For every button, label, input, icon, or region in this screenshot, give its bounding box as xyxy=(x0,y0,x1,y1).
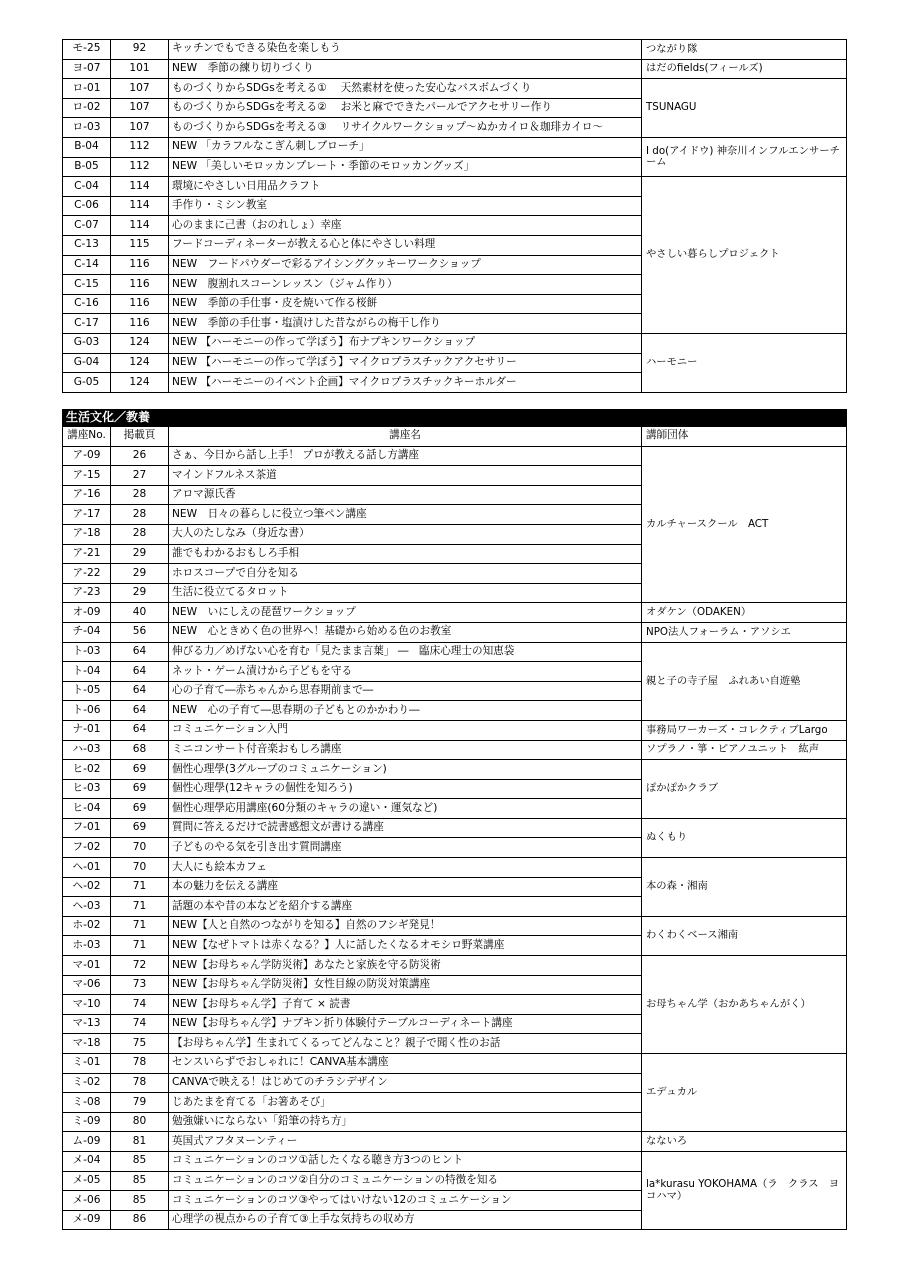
course-name: 英国式アフタヌーンティー xyxy=(169,1132,642,1152)
page-number: 112 xyxy=(111,137,169,157)
organization: ぬくもり xyxy=(642,818,847,857)
course-name: NEW 「カラフルなこぎん刺しブローチ」 xyxy=(169,137,642,157)
course-name: じあたまを育てる「お箸あそび」 xyxy=(169,1093,642,1113)
page-number: 78 xyxy=(111,1073,169,1093)
page-number: 69 xyxy=(111,760,169,780)
table-row xyxy=(63,956,847,976)
page-number: 81 xyxy=(111,1132,169,1152)
organization: 親と子の寺子屋 ふれあい自遊塾 xyxy=(642,642,847,720)
organization: 本の森・湘南 xyxy=(642,858,847,917)
page-number: 71 xyxy=(111,877,169,897)
page-number: 71 xyxy=(111,897,169,917)
course-name: 心のままに己書（おのれしょ）幸座 xyxy=(169,216,642,236)
course-name: 質問に答えるだけで読書感想文が書ける講座 xyxy=(169,818,642,838)
course-no: G-05 xyxy=(63,373,111,393)
page-number: 69 xyxy=(111,779,169,799)
course-no: ハ-03 xyxy=(63,740,111,760)
page-number: 56 xyxy=(111,622,169,642)
course-no: フ-01 xyxy=(63,818,111,838)
course-name: CANVAで映える！はじめてのチラシデザイン xyxy=(169,1073,642,1093)
course-no: C-14 xyxy=(63,255,111,275)
course-name: NEW 季節の手仕事・塩漬けした昔ながらの梅干し作り xyxy=(169,314,642,334)
page-number: 107 xyxy=(111,79,169,99)
course-no: マ-01 xyxy=(63,956,111,976)
course-no: ト-05 xyxy=(63,681,111,701)
course-no: C-07 xyxy=(63,216,111,236)
course-name: 個性心理學(12キャラの個性を知ろう) xyxy=(169,779,642,799)
header-organization: 講師団体 xyxy=(642,427,847,447)
course-name: NEW【お母ちゃん学】子育て × 読書 xyxy=(169,995,642,1015)
course-no: ミ-09 xyxy=(63,1112,111,1132)
course-name: NEW【お母ちゃん学】ナプキン折り体験付テーブルコーディネート講座 xyxy=(169,1014,642,1034)
course-name: 生活に役立てるタロット xyxy=(169,583,642,603)
organization: やさしい暮らしプロジェクト xyxy=(642,177,847,334)
course-name: 子どものやる気を引き出す質問講座 xyxy=(169,838,642,858)
organization: はだのfields(フィールズ) xyxy=(642,59,847,79)
course-no: C-04 xyxy=(63,177,111,197)
organization: ぽかぽかクラブ xyxy=(642,760,847,819)
course-no: マ-10 xyxy=(63,995,111,1015)
page-number: 71 xyxy=(111,916,169,936)
course-no: B-04 xyxy=(63,137,111,157)
course-name: センスいらずでおしゃれに！CANVA基本講座 xyxy=(169,1054,642,1074)
page-number: 107 xyxy=(111,98,169,118)
course-name: ミニコンサート付音楽おもしろ講座 xyxy=(169,740,642,760)
page-number: 26 xyxy=(111,446,169,466)
page-number: 73 xyxy=(111,975,169,995)
page-number: 28 xyxy=(111,505,169,525)
course-name: コミュニケーションのコツ①話したくなる聴き方3つのヒント xyxy=(169,1151,642,1171)
course-name: 誰でもわかるおもしろ手相 xyxy=(169,544,642,564)
course-table-body xyxy=(63,410,847,1230)
course-name: 伸びる力／めげない心を育む「見たまま言葉」 ― 臨床心理士の知恵袋 xyxy=(169,642,642,662)
course-no: G-03 xyxy=(63,333,111,353)
course-no: メ-04 xyxy=(63,1151,111,1171)
course-no: ア-16 xyxy=(63,485,111,505)
page-number: 116 xyxy=(111,314,169,334)
course-name: アロマ源氏香 xyxy=(169,485,642,505)
course-no: ア-23 xyxy=(63,583,111,603)
table-row xyxy=(63,59,847,79)
course-name: NEW【お母ちゃん学防災術】あなたと家族を守る防災術 xyxy=(169,956,642,976)
table-row xyxy=(63,760,847,780)
table-row xyxy=(63,720,847,740)
page-number: 28 xyxy=(111,524,169,544)
course-no: ナ-01 xyxy=(63,720,111,740)
page-number: 86 xyxy=(111,1210,169,1230)
table-row xyxy=(63,177,847,197)
page-number: 64 xyxy=(111,662,169,682)
organization: エデュカル xyxy=(642,1054,847,1132)
course-no: ア-18 xyxy=(63,524,111,544)
course-no: ヒ-04 xyxy=(63,799,111,819)
course-no: ホ-03 xyxy=(63,936,111,956)
organization: TSUNAGU xyxy=(642,79,847,138)
page-number: 75 xyxy=(111,1034,169,1054)
column-header-row xyxy=(63,427,847,447)
page-number: 28 xyxy=(111,485,169,505)
course-no: ヨ-07 xyxy=(63,59,111,79)
page-number: 112 xyxy=(111,157,169,177)
course-no: マ-18 xyxy=(63,1034,111,1054)
section-title: 生活文化／教養 xyxy=(63,410,847,427)
course-name: NEW 心ときめく色の世界へ！基礎から始める色のお教室 xyxy=(169,622,642,642)
page-number: 80 xyxy=(111,1112,169,1132)
table-row xyxy=(63,1151,847,1171)
page-number: 40 xyxy=(111,603,169,623)
organization: わくわくベース湘南 xyxy=(642,916,847,955)
course-name: 大人にも絵本カフェ xyxy=(169,858,642,878)
table-row xyxy=(63,642,847,662)
page-number: 124 xyxy=(111,353,169,373)
course-no: ム-09 xyxy=(63,1132,111,1152)
page-number: 114 xyxy=(111,216,169,236)
course-name: NEW フードパウダーで彩るアイシングクッキーワークショップ xyxy=(169,255,642,275)
page-number: 85 xyxy=(111,1191,169,1211)
course-name: 心の子育て―赤ちゃんから思春期前まで― xyxy=(169,681,642,701)
organization: カルチャースクール ACT xyxy=(642,446,847,603)
course-no: C-16 xyxy=(63,294,111,314)
course-no: メ-09 xyxy=(63,1210,111,1230)
course-no: ロ-02 xyxy=(63,98,111,118)
course-no: メ-05 xyxy=(63,1171,111,1191)
course-no: ア-09 xyxy=(63,446,111,466)
section-header-row xyxy=(63,410,847,427)
page-number: 64 xyxy=(111,681,169,701)
course-no: ト-06 xyxy=(63,701,111,721)
page-number: 101 xyxy=(111,59,169,79)
organization: お母ちゃん学（おかあちゃんがく） xyxy=(642,956,847,1054)
course-name: 本の魅力を伝える講座 xyxy=(169,877,642,897)
course-no: G-04 xyxy=(63,353,111,373)
course-name: ものづくりからSDGsを考える① 天然素材を使った安心なバスボムづくり xyxy=(169,79,642,99)
page-number: 107 xyxy=(111,118,169,138)
course-name: キッチンでもできる染色を楽しもう xyxy=(169,40,642,60)
organization: なないろ xyxy=(642,1132,847,1152)
course-name: NEW 腹割れスコーンレッスン（ジャム作り） xyxy=(169,275,642,295)
page-number: 115 xyxy=(111,235,169,255)
page-number: 69 xyxy=(111,799,169,819)
table-row xyxy=(63,1132,847,1152)
table-row xyxy=(63,333,847,353)
table-row xyxy=(63,137,847,157)
page-number: 69 xyxy=(111,818,169,838)
table-row xyxy=(63,818,847,838)
course-name: ネット・ゲーム漬けから子どもを守る xyxy=(169,662,642,682)
organization: オダケン（ODAKEN） xyxy=(642,603,847,623)
course-no: B-05 xyxy=(63,157,111,177)
course-name: ものづくりからSDGsを考える② お米と麻でできたパールでアクセサリー作り xyxy=(169,98,642,118)
course-name: NEW 【ハーモニーの作って学ぼう】布ナプキンワークショップ xyxy=(169,333,642,353)
course-no: ア-15 xyxy=(63,466,111,486)
course-no: ミ-02 xyxy=(63,1073,111,1093)
table-row xyxy=(63,603,847,623)
page-number: 70 xyxy=(111,858,169,878)
organization: つながり隊 xyxy=(642,40,847,60)
organization: NPO法人フォーラム・アソシエ xyxy=(642,622,847,642)
page-number: 116 xyxy=(111,255,169,275)
course-no: マ-06 xyxy=(63,975,111,995)
organization: ハーモニー xyxy=(642,333,847,392)
course-no: ホ-02 xyxy=(63,916,111,936)
page-number: 124 xyxy=(111,373,169,393)
table-row xyxy=(63,740,847,760)
page-number: 64 xyxy=(111,642,169,662)
page-number: 92 xyxy=(111,40,169,60)
page-number: 74 xyxy=(111,995,169,1015)
course-no: メ-06 xyxy=(63,1191,111,1211)
page-number: 68 xyxy=(111,740,169,760)
course-name: 個性心理學応用講座(60分類のキャラの違い・運気など) xyxy=(169,799,642,819)
course-name: NEW 季節の練り切りづくり xyxy=(169,59,642,79)
page-number: 71 xyxy=(111,936,169,956)
course-name: NEW【お母ちゃん学防災術】女性目線の防災対策講座 xyxy=(169,975,642,995)
course-no: ヒ-03 xyxy=(63,779,111,799)
course-no: ア-21 xyxy=(63,544,111,564)
organization: I do(アイドウ) 神奈川インフルエンサーチーム xyxy=(642,137,847,176)
page-number: 124 xyxy=(111,333,169,353)
course-no: ヒ-02 xyxy=(63,760,111,780)
course-no: マ-13 xyxy=(63,1014,111,1034)
table-row xyxy=(63,622,847,642)
page-number: 114 xyxy=(111,177,169,197)
page-number: 116 xyxy=(111,294,169,314)
header-page: 掲載頁 xyxy=(111,427,169,447)
course-no: C-13 xyxy=(63,235,111,255)
course-no: ロ-01 xyxy=(63,79,111,99)
course-name: NEW 「美しいモロッカンプレート・季節のモロッカングッズ」 xyxy=(169,157,642,177)
course-name: コミュニケーションのコツ②自分のコミュニケーションの特徴を知る xyxy=(169,1171,642,1191)
course-no: ト-04 xyxy=(63,662,111,682)
page-number: 64 xyxy=(111,720,169,740)
page-number: 27 xyxy=(111,466,169,486)
course-name: NEW 季節の手仕事・皮を焼いて作る桜餅 xyxy=(169,294,642,314)
course-name: コミュニケーションのコツ③やってはいけない12のコミュニケーション xyxy=(169,1191,642,1211)
organization: la*kurasu YOKOHAMA（ラ クラス ヨコハマ） xyxy=(642,1151,847,1229)
page-number: 64 xyxy=(111,701,169,721)
course-name: NEW いにしえの琵琶ワークショップ xyxy=(169,603,642,623)
course-name: 心理学の視点からの子育て③上手な気持ちの収め方 xyxy=(169,1210,642,1230)
page-number: 29 xyxy=(111,564,169,584)
course-no: ミ-01 xyxy=(63,1054,111,1074)
course-name: NEW 日々の暮らしに役立つ筆ペン講座 xyxy=(169,505,642,525)
course-table-crafts xyxy=(62,39,847,393)
course-no: ミ-08 xyxy=(63,1093,111,1113)
table-row xyxy=(63,40,847,60)
course-no: ヘ-03 xyxy=(63,897,111,917)
table-row xyxy=(63,446,847,466)
course-no: モ-25 xyxy=(63,40,111,60)
organization: 事務局ワーカーズ・コレクティブLargo xyxy=(642,720,847,740)
course-no: ロ-03 xyxy=(63,118,111,138)
course-name: NEW【なぜトマトは赤くなる？】人に話したくなるオモシロ野菜講座 xyxy=(169,936,642,956)
course-name: NEW 心の子育て―思春期の子どもとのかかわり― xyxy=(169,701,642,721)
header-course-no: 講座No. xyxy=(63,427,111,447)
course-name: 話題の本や昔の本などを紹介する講座 xyxy=(169,897,642,917)
page-number: 116 xyxy=(111,275,169,295)
course-name: 個性心理學(3グループのコミュニケーション) xyxy=(169,760,642,780)
course-no: オ-09 xyxy=(63,603,111,623)
page-number: 70 xyxy=(111,838,169,858)
table-row xyxy=(63,1054,847,1074)
course-name: 環境にやさしい日用品クラフト xyxy=(169,177,642,197)
course-name: 【お母ちゃん学】生まれてくるってどんなこと？親子で聞く性のお話 xyxy=(169,1034,642,1054)
course-table-culture xyxy=(62,409,847,1230)
course-no: C-15 xyxy=(63,275,111,295)
organization: ソプラノ・箏・ピアノユニット 紘声 xyxy=(642,740,847,760)
course-name: NEW【人と自然のつながりを知る】自然のフシギ発見！ xyxy=(169,916,642,936)
course-no: ヘ-02 xyxy=(63,877,111,897)
page-number: 72 xyxy=(111,956,169,976)
page-number: 74 xyxy=(111,1014,169,1034)
course-name: コミュニケーション入門 xyxy=(169,720,642,740)
course-no: ト-03 xyxy=(63,642,111,662)
course-name: フードコーディネーターが教える心と体にやさしい料理 xyxy=(169,235,642,255)
course-name: NEW 【ハーモニーの作って学ぼう】マイクロプラスチックアクセサリー xyxy=(169,353,642,373)
table-row xyxy=(63,79,847,99)
page-number: 29 xyxy=(111,583,169,603)
page-number: 114 xyxy=(111,196,169,216)
page-number: 79 xyxy=(111,1093,169,1113)
course-name: 勉強嫌いにならない「鉛筆の持ち方」 xyxy=(169,1112,642,1132)
course-no: ア-17 xyxy=(63,505,111,525)
course-no: フ-02 xyxy=(63,838,111,858)
course-name: マインドフルネス茶道 xyxy=(169,466,642,486)
course-name: 手作り・ミシン教室 xyxy=(169,196,642,216)
page-number: 85 xyxy=(111,1171,169,1191)
page-number: 85 xyxy=(111,1151,169,1171)
course-name: ホロスコープで自分を知る xyxy=(169,564,642,584)
table-row xyxy=(63,858,847,878)
course-name: 大人のたしなみ（身近な書） xyxy=(169,524,642,544)
course-no: チ-04 xyxy=(63,622,111,642)
course-name: NEW 【ハーモニーのイベント企画】マイクロプラスチックキーホルダー xyxy=(169,373,642,393)
course-no: ヘ-01 xyxy=(63,858,111,878)
table-row xyxy=(63,916,847,936)
course-name: ものづくりからSDGsを考える③ リサイクルワークショップ～ぬかカイロ＆珈琲カイロ～ xyxy=(169,118,642,138)
page-number: 78 xyxy=(111,1054,169,1074)
page-number: 29 xyxy=(111,544,169,564)
header-course-name: 講座名 xyxy=(169,427,642,447)
course-no: C-17 xyxy=(63,314,111,334)
course-name: さぁ、今日から話し上手！ プロが教える話し方講座 xyxy=(169,446,642,466)
course-no: C-06 xyxy=(63,196,111,216)
course-table-body xyxy=(63,40,847,393)
course-no: ア-22 xyxy=(63,564,111,584)
